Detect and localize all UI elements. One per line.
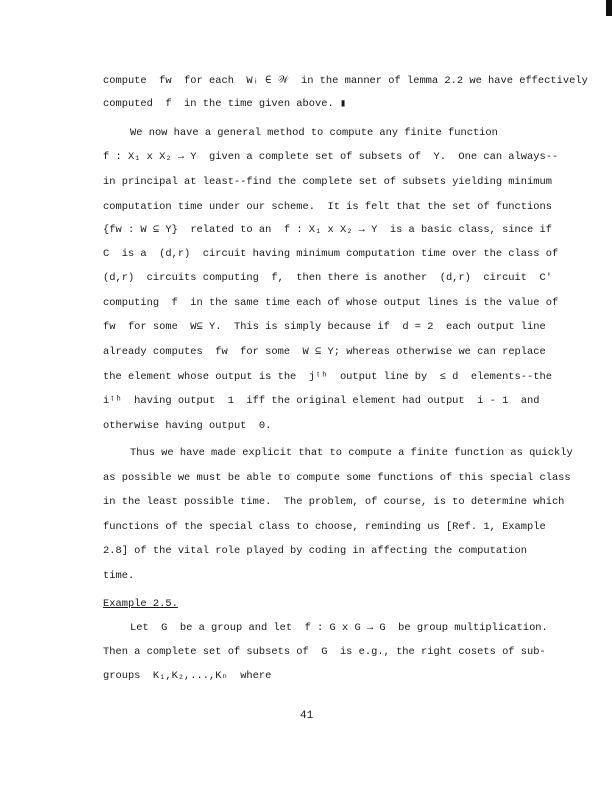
text-line: f : X₁ x X₂ → Y given a complete set of subsets of Y. One can always--	[103, 151, 559, 163]
text-line: in the least possible time. The problem, of course, is to determine which	[103, 496, 565, 508]
text-line: time.	[103, 570, 135, 582]
text-line: computation time under our scheme. It is felt that the set of functions	[103, 201, 552, 213]
text-line: C is a (d,r) circuit having minimum computation time over the class of	[103, 248, 559, 260]
text-line: groups K₁,K₂,...,Kₙ where	[103, 670, 272, 682]
text-line: otherwise having output 0.	[103, 420, 272, 432]
text-line: computed f in the time given above. ▮	[103, 98, 347, 110]
text-line: 2.8] of the vital role played by coding in affecting the computation	[103, 545, 528, 557]
text-line: iᵗʰ having output 1 iff the original element had output i - 1 and	[103, 395, 540, 407]
text-line: {fᴡ : W ⊆ Y} related to an f : X₁ x X₂ → Y is a basic class, since if	[103, 224, 552, 236]
text-line: in principal at least--find the complete set of subsets yielding minimum	[103, 176, 552, 188]
page-number: 41	[300, 710, 314, 722]
text-line: functions of the special class to choose, reminding us [Ref. 1, Example	[103, 521, 546, 533]
text-line: the element whose output is the jᵗʰ output line by ≤ d elements--the	[103, 371, 552, 383]
text-line: (d,r) circuits computing f, then there is another (d,r) circuit C′	[103, 272, 552, 284]
text-line: already computes fᴡ for some W ⊆ Y; whereas otherwise we can replace	[103, 346, 546, 358]
text-line: as possible we must be able to compute some functions of this special class	[103, 472, 571, 484]
text-line: Then a complete set of subsets of G is e.g., the right cosets of sub-	[103, 646, 546, 658]
corner-mark	[606, 0, 612, 16]
text-line: fᴡ for some W⊆ Y. This is simply because if d = 2 each output line	[103, 321, 546, 333]
text-line: computing f in the same time each of whose output lines is the value of	[103, 297, 559, 309]
text-line: We now have a general method to compute any finite function	[130, 127, 498, 139]
text-line: compute fᴡ for each Wᵢ ∈ 𝒲 in the manner of lemma 2.2 we have effectively	[103, 75, 588, 87]
example-heading: Example 2.5.	[103, 598, 178, 610]
text-line: Let G be a group and let f : G x G → G be group multiplication.	[130, 622, 548, 634]
text-line: Thus we have made explicit that to compute a finite function as quickly	[130, 447, 573, 459]
